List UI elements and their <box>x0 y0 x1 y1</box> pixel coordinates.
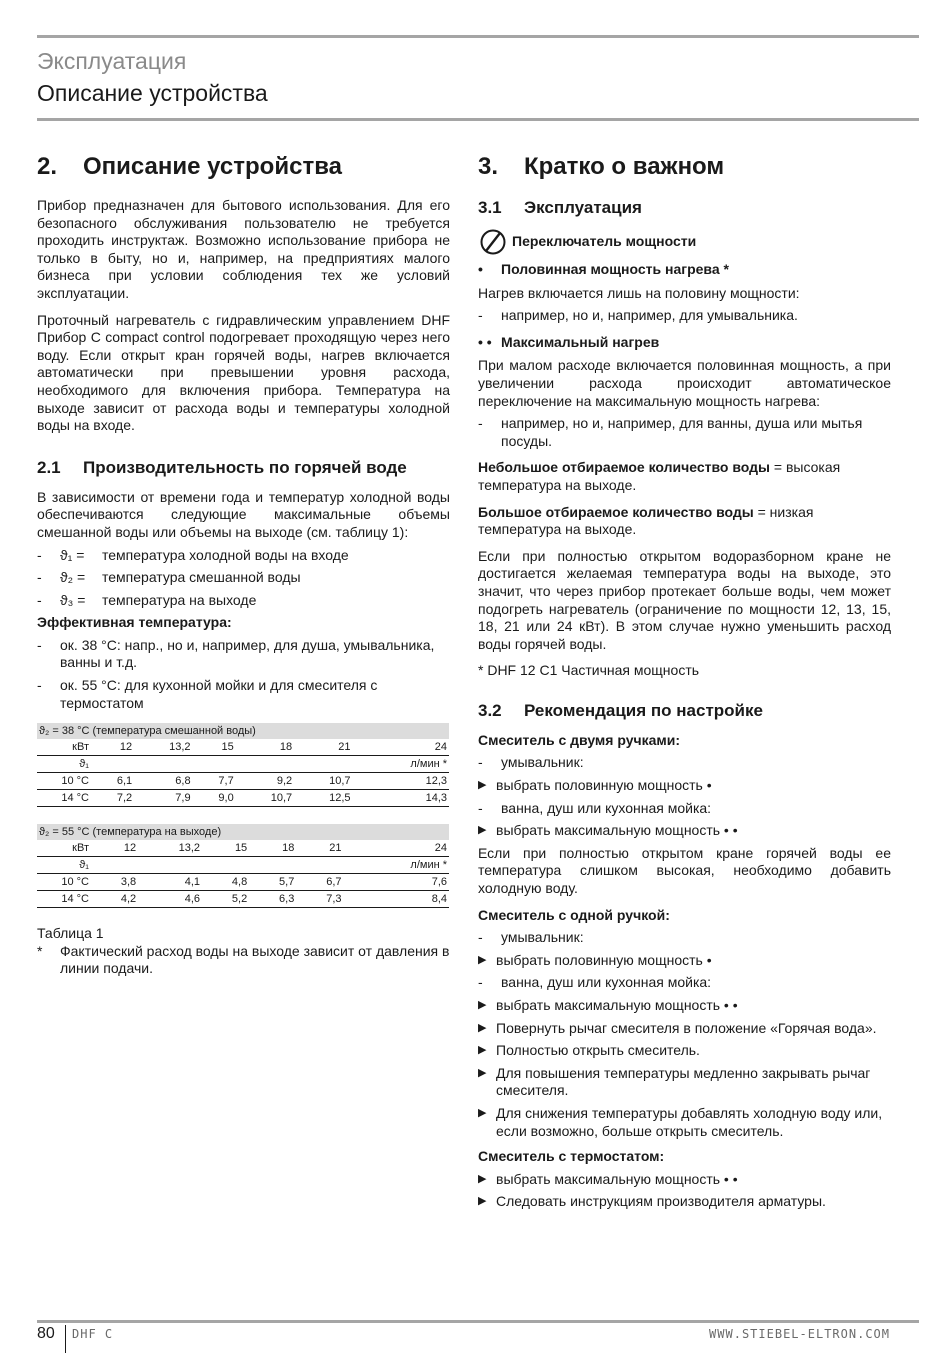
item-text: выбрать максимальную мощность • • <box>496 822 738 839</box>
large-draw-bold: Большое отбираемое количество воды <box>478 503 754 520</box>
table-caption-row <box>37 824 449 840</box>
table-empty-cell <box>193 756 236 773</box>
paragraph-full-open: Если при полностью открытом водоразборном кране не достигается желаемая температура воды на выходе, это значит, что через прибор протекает больше воды, чем может подогреть нагреватель (ограничение по мощности 12, 13, 15, 18, 21 или 24 кВт). В этом случае нужно уменьшить расход воды горячей воды. <box>478 547 891 652</box>
item-text: Следовать инструкциям производителя арматуры. <box>496 1193 826 1210</box>
table-caption: ϑ₂ = 55 °C (температура на выходе) <box>37 824 449 840</box>
effective-temp-title: Эффективная температура: <box>37 614 232 631</box>
table-value-cell: 7,6 <box>344 874 450 891</box>
dash-mark: - <box>478 974 483 991</box>
thermostat-title: Смеситель с термостатом: <box>478 1148 665 1165</box>
table-value-cell: 7,2 <box>91 790 134 807</box>
table-value-cell: 7,9 <box>134 790 192 807</box>
table-flow-row <box>37 756 449 773</box>
footer-rule <box>37 1320 919 1323</box>
bullet-mark: • • <box>478 333 492 350</box>
symbol-item <box>37 569 450 587</box>
step-item <box>478 1065 891 1100</box>
effective-temp-text: ок. 38 °C: напр., но и, например, для душа, умывальника, ванны и т.д. <box>60 636 435 671</box>
triangle-bullet-icon: ▶ <box>478 779 487 792</box>
table-row <box>37 874 449 891</box>
item-text: Повернуть рычаг смесителя в положение «Горячая вода». <box>496 1019 877 1036</box>
table-row <box>37 891 449 908</box>
flow-table-38 <box>37 723 449 807</box>
section-number: 3. <box>478 153 499 180</box>
header-rule-bottom <box>37 118 919 121</box>
step-item <box>478 952 891 970</box>
table-value-cell: 8,4 <box>344 891 450 908</box>
table-value-cell: 7,3 <box>296 891 343 908</box>
item-text: умывальник: <box>501 929 584 946</box>
max-power-heading <box>478 334 891 352</box>
triangle-bullet-icon: ▶ <box>478 1021 487 1034</box>
step-item <box>478 997 891 1015</box>
dash-mark: - <box>37 636 42 653</box>
step-item <box>478 1105 891 1140</box>
symbol-text: температура холодной воды на входе <box>102 546 349 563</box>
effective-temp-item <box>37 637 450 672</box>
dash-mark: - <box>37 569 42 586</box>
table-value-cell: 12,3 <box>353 773 449 790</box>
footnote-text: Фактический расход воды на выходе зависит от давления в линии подачи. <box>60 942 450 977</box>
power-switch-label: Переключатель мощности <box>512 233 697 250</box>
item-text: выбрать половинную мощность • <box>496 951 712 968</box>
table-value-cell: 6,7 <box>296 874 343 891</box>
dash-mark: - <box>478 307 483 324</box>
table-kw-cell: 18 <box>236 739 294 756</box>
table-row <box>37 773 449 790</box>
symbol-label: ϑ₁ = <box>60 546 85 563</box>
table-temp-cell: 10 °C <box>37 773 91 790</box>
condition-item <box>478 754 891 772</box>
table-caption-row <box>37 723 449 739</box>
power-switch-icon <box>478 229 508 255</box>
symbol-text: температура на выходе <box>102 591 257 608</box>
table-row <box>37 790 449 807</box>
table-flow-row <box>37 857 449 874</box>
section-number: 3.2 <box>478 700 502 720</box>
max-power-item <box>478 415 891 450</box>
table-kw-cell: 15 <box>193 739 236 756</box>
item-text: Для повышения температуры медленно закрывать рычаг смесителя. <box>496 1064 871 1099</box>
table-kw-cell: 21 <box>294 739 352 756</box>
dash-mark: - <box>37 591 42 608</box>
table-label: Таблица 1 <box>37 925 104 942</box>
thermostat-list <box>478 1171 891 1211</box>
small-draw-rest: = высокая температура на выходе. <box>478 459 841 493</box>
table-value-cell: 10,7 <box>294 773 352 790</box>
table-value-cell: 7,7 <box>193 773 236 790</box>
dash-mark: - <box>478 754 483 771</box>
table-empty-cell <box>296 857 343 874</box>
triangle-bullet-icon: ▶ <box>478 953 487 966</box>
table-kw-cell: 21 <box>296 840 343 857</box>
symbol-label: ϑ₃ = <box>60 591 86 608</box>
footer-divider <box>65 1325 66 1353</box>
paragraph-purpose: Прибор предназначен для бытового использования. Для его безопасного обслуживания пользователю не требуется проходить инструктаж. Возможно использование прибора не только в быту, но и, например, на предприятиях малого бизнеса при условии соблюдения тех же условий эксплуатации. <box>37 197 450 301</box>
effective-temp-text: ок. 55 °C: для кухонной мойки и для смесителя с термостатом <box>60 677 378 711</box>
table-value-cell: 3,8 <box>91 874 138 891</box>
symbol-item <box>37 547 450 565</box>
section-2-heading <box>37 150 450 184</box>
step-item <box>478 822 891 840</box>
table-kw-cell: 15 <box>202 840 249 857</box>
table-kw-cell: 12 <box>91 840 138 857</box>
dash-mark: - <box>478 799 483 816</box>
max-power-desc: При малом расходе включается половинная мощность, а при увеличении расхода происходит автоматическое переключение на максимальную мощность нагрева: <box>478 357 891 409</box>
section-3-2-heading <box>478 700 891 722</box>
table-value-cell: 6,8 <box>134 773 192 790</box>
half-power-item <box>478 307 891 325</box>
section-number: 3.1 <box>478 198 502 217</box>
dash-mark: - <box>37 546 42 563</box>
table-value-cell: 9,0 <box>193 790 236 807</box>
large-draw-rest: = низкая температура на выходе. <box>478 503 814 538</box>
half-power-desc: Нагрев включается лишь на половину мощности: <box>478 284 800 301</box>
table-flow-unit: л/мин * <box>353 756 449 773</box>
table-value-cell: 14,3 <box>353 790 449 807</box>
table-value-cell: 9,2 <box>236 773 294 790</box>
section-heading-text: Эксплуатация <box>524 198 642 217</box>
one-handle-list <box>478 929 891 1140</box>
table-empty-cell <box>236 756 294 773</box>
table-value-cell: 5,2 <box>202 891 249 908</box>
dash-mark: - <box>478 929 483 946</box>
max-power-title: Максимальный нагрев <box>501 333 660 350</box>
section-heading-text: Производительность по горячей воде <box>83 457 407 477</box>
step-item <box>478 1042 891 1060</box>
half-power-title: Половинная мощность нагрева * <box>501 261 729 277</box>
item-text: Для снижения температуры добавлять холодную воду или, если возможно, больше открыть смеситель. <box>496 1104 883 1139</box>
table-value-cell: 4,8 <box>202 874 249 891</box>
one-handle-title: Смеситель с одной ручкой: <box>478 906 670 923</box>
item-text: выбрать максимальную мощность • • <box>496 997 738 1013</box>
table-value-cell: 4,6 <box>138 891 202 908</box>
item-text: ванна, душ или кухонная мойка: <box>501 974 712 991</box>
item-text: Полностью открыть смеситель. <box>496 1042 700 1059</box>
dash-mark: - <box>37 677 42 694</box>
table-flow-label: ϑ₁ <box>37 857 91 874</box>
section-3-heading <box>478 150 891 184</box>
item-text: выбрать максимальную мощность • • <box>496 1170 738 1187</box>
item-text: умывальник: <box>501 754 584 771</box>
section-title: Описание устройства <box>37 80 268 106</box>
triangle-bullet-icon: ▶ <box>478 999 487 1011</box>
section-number: 2.1 <box>37 457 61 477</box>
item-text: ванна, душ или кухонная мойка: <box>501 799 712 816</box>
table-value-cell: 4,2 <box>91 891 138 908</box>
triangle-bullet-icon: ▶ <box>478 1106 487 1119</box>
dash-mark: - <box>478 415 483 432</box>
left-column <box>37 150 450 983</box>
triangle-bullet-icon: ▶ <box>478 1066 487 1079</box>
half-power-item-text: например, но и, например, для умывальника. <box>501 307 798 324</box>
footnote-mark: * <box>37 942 43 959</box>
right-column <box>478 150 891 1216</box>
table-kw-cell: 24 <box>353 739 449 756</box>
table-empty-cell <box>91 756 134 773</box>
table-unit-label: кВт <box>37 840 91 857</box>
table-kw-cell: 13,2 <box>138 840 202 857</box>
table-empty-cell <box>91 857 138 874</box>
header-rule-top <box>37 35 919 38</box>
section-heading-text: Рекомендация по настройке <box>524 700 763 720</box>
symbol-list <box>37 547 450 610</box>
step-item <box>478 1193 891 1211</box>
paragraph-capacity: В зависимости от времени года и температур холодной воды обеспечиваются следующие максимальные объемы смешанной воды или объемы на выходе (см. таблицу 1): <box>37 488 450 540</box>
two-handle-title: Смеситель с двумя ручками: <box>478 731 681 748</box>
section-2-1-heading <box>37 457 450 479</box>
triangle-bullet-icon: ▶ <box>478 1172 487 1185</box>
step-item <box>478 777 891 795</box>
table-kw-cell: 13,2 <box>134 739 192 756</box>
table-temp-cell: 14 °C <box>37 790 91 807</box>
table-caption: ϑ₂ = 38 °C (температура смешанной воды) <box>37 723 449 739</box>
step-item <box>478 1020 891 1038</box>
effective-temp-list <box>37 637 450 712</box>
table-unit-label: кВт <box>37 739 91 756</box>
symbol-text: температура смешанной воды <box>102 569 301 586</box>
paragraph-function: Проточный нагреватель с гидравлическим управлением DHF Прибор C compact control подогревает проходящую через него воду. Если открыт кран горячей воды, нагрев включается автоматически при превышении уровня расхода, необходимого для включения прибора. Температура на выходе зависит от расхода воды и температуры холодной воды на входе. <box>37 311 450 434</box>
max-power-item-text: например, но и, например, для ванны, душа или мытья посуды. <box>501 415 863 449</box>
chapter-title: Эксплуатация <box>37 48 187 74</box>
table-value-cell: 6,3 <box>249 891 296 908</box>
effective-temp-item <box>37 677 450 712</box>
power-switch-row <box>478 229 891 255</box>
table-empty-cell <box>202 857 249 874</box>
small-draw-bold: Небольшое отбираемое количество воды <box>478 459 771 476</box>
section-number: 2. <box>37 153 58 180</box>
table-empty-cell <box>134 756 192 773</box>
table-temp-cell: 10 °C <box>37 874 91 891</box>
partial-power-note: * DHF 12 C1 Частичная мощность <box>478 662 700 679</box>
item-text: выбрать половинную мощность • <box>496 777 712 794</box>
table-kw-cell: 24 <box>344 840 450 857</box>
step-item <box>478 1171 891 1189</box>
table-value-cell: 6,1 <box>91 773 134 790</box>
section-3-1-heading <box>478 197 891 219</box>
small-draw-paragraph <box>478 459 891 494</box>
section-heading-text: Кратко о важном <box>524 153 725 180</box>
table-kw-cell: 18 <box>249 840 296 857</box>
symbol-label: ϑ₂ = <box>60 569 86 586</box>
symbol-item <box>37 592 450 610</box>
paragraph-too-hot: Если при полностью открытом кране горячей воды ее температура слишком высокая, необходимо добавить холодную воду. <box>478 844 891 897</box>
table-value-cell: 12,5 <box>294 790 352 807</box>
page-number: 80 <box>37 1325 55 1342</box>
triangle-bullet-icon: ▶ <box>478 1044 487 1057</box>
condition-item <box>478 929 891 947</box>
table-value-cell: 5,7 <box>249 874 296 891</box>
half-power-heading <box>478 261 891 279</box>
table-temp-cell: 14 °C <box>37 891 91 908</box>
bullet-mark: • <box>478 261 483 277</box>
condition-item <box>478 800 891 818</box>
table-value-cell: 10,7 <box>236 790 294 807</box>
table-header-row <box>37 840 449 857</box>
two-handle-list <box>478 754 891 839</box>
flow-table-55 <box>37 824 449 908</box>
table-value-cell: 4,1 <box>138 874 202 891</box>
table-empty-cell <box>138 857 202 874</box>
large-draw-paragraph <box>478 504 891 539</box>
table-kw-cell: 12 <box>91 739 134 756</box>
table-empty-cell <box>249 857 296 874</box>
table-header-row <box>37 739 449 756</box>
condition-item <box>478 974 891 992</box>
section-heading-text: Описание устройства <box>83 153 342 180</box>
table-footnote <box>37 943 450 978</box>
table-flow-unit: л/мин * <box>344 857 450 874</box>
table-flow-label: ϑ₁ <box>37 756 91 773</box>
model-name: DHF C <box>72 1327 114 1341</box>
triangle-bullet-icon: ▶ <box>478 1195 487 1208</box>
triangle-bullet-icon: ▶ <box>478 824 487 837</box>
table-empty-cell <box>294 756 352 773</box>
website: WWW.STIEBEL-ELTRON.COM <box>709 1327 890 1341</box>
